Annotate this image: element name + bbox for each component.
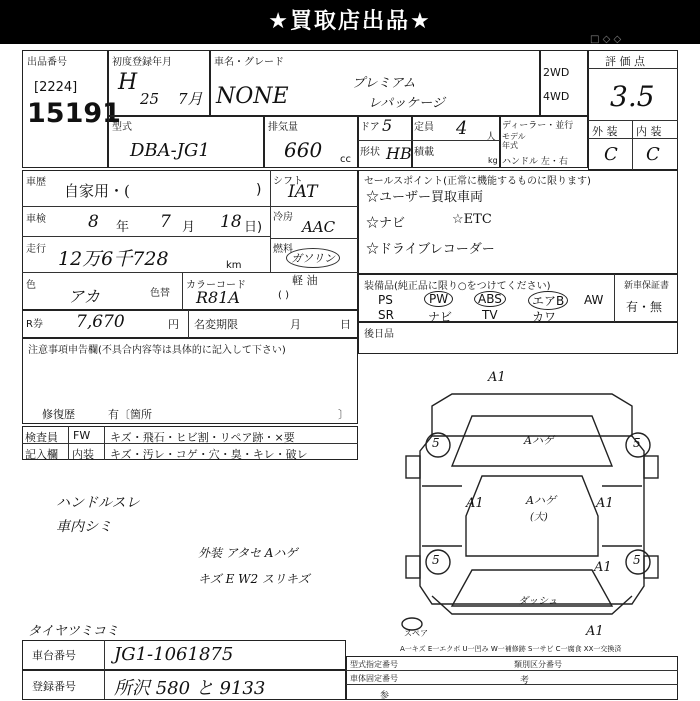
note-1: ハンドルスレ — [56, 495, 140, 511]
inspection-year-unit: 年 — [116, 220, 130, 235]
inspector-row-2: キズ・汚レ・コゲ・穴・臭・キレ・破レ — [110, 448, 308, 461]
tire-front-left: 5 — [432, 436, 440, 450]
inspection-month: 7 — [160, 212, 171, 232]
color-value: アカ — [68, 287, 100, 306]
grade-line-2: レパッケージ — [368, 96, 445, 111]
fuel-label: 燃料 — [273, 244, 293, 255]
door-value: 5 — [382, 116, 393, 135]
model-year-label-2: 年式 — [502, 141, 518, 150]
registration-label: 登録番号 — [32, 680, 76, 693]
repair-history-value: 有〔箇所 — [108, 408, 152, 421]
history-label: 車歴 — [26, 177, 46, 188]
equip-aw: AW — [584, 293, 604, 307]
equip-sr: SR — [378, 308, 394, 322]
reference-mark-2: 考 — [520, 676, 530, 686]
repair-history-close: 〕 — [338, 408, 349, 421]
door-label: ドア — [360, 122, 380, 133]
interior-label: 内 装 — [636, 125, 662, 138]
chassis-value: JG1-1061875 — [114, 644, 234, 665]
reference-mark-1: 参 — [380, 691, 390, 701]
sales-point-2: ☆ナビ — [366, 216, 406, 231]
inspector-label: 検査員 — [25, 431, 58, 444]
page-title: ★買取店出品★ — [0, 0, 700, 44]
capacity-label: 定員 — [414, 122, 434, 133]
model-value: DBA-JG1 — [130, 140, 210, 161]
post-install-box — [358, 322, 678, 354]
2wd-label: 2WD — [543, 66, 570, 79]
shift-label: シフト — [273, 176, 303, 187]
mark-right-rear: A1 — [594, 560, 612, 575]
displacement-label: 排気量 — [268, 122, 298, 133]
chassis-label: 車台番号 — [32, 649, 76, 662]
km-unit: km — [226, 260, 242, 271]
tire-rear-right: 5 — [633, 553, 641, 567]
entry-label: 記入欄 — [25, 448, 58, 461]
car-name: NONE — [216, 84, 289, 109]
note-3: 外装 アタセ Aハゲ — [198, 546, 298, 560]
mark-dash: ダッシュ — [518, 596, 558, 607]
color-label: 色 — [26, 280, 36, 291]
first-registration-label: 初度登録年月 — [112, 57, 172, 68]
note-5: タイヤツミコミ — [28, 624, 119, 639]
load-label: 積載 — [414, 147, 434, 158]
warranty-value: 有・無 — [626, 300, 663, 314]
tone-label: 色替 — [150, 288, 170, 299]
equip-airbag: エアB — [528, 291, 568, 310]
tire-front-right: 5 — [633, 436, 641, 450]
equip-navi: ナビ — [428, 310, 453, 324]
sales-points-label: セールスポイント(正常に機能するものに限ります) — [364, 176, 591, 187]
name-change-label: 名変期限 — [194, 318, 238, 331]
grade-line-1: プレミアム — [352, 76, 416, 91]
mark-hood: Aハゲ — [524, 434, 554, 447]
inspection-month-unit: 月 — [182, 220, 196, 235]
exterior-label: 外 装 — [592, 125, 618, 138]
first-registration-month: 7月 — [178, 90, 203, 108]
shape-label: 形状 — [360, 147, 380, 158]
lot-label: 出品番号 — [27, 57, 67, 68]
name-change-day: 日 — [340, 318, 351, 331]
color-code-value: R81A — [196, 288, 240, 307]
cc-label: cc — [340, 154, 351, 165]
displacement-value: 660 — [284, 138, 323, 162]
equip-ps: PS — [378, 293, 393, 307]
class-label: 類別区分番号 — [514, 660, 562, 669]
notes-label: 注意事項申告欄(不具合内容等は具体的に記入して下さい) — [28, 345, 286, 356]
tire-rear-left: 5 — [432, 553, 440, 567]
color-code-label: カラーコード — [186, 280, 246, 291]
fuel-light: 軽 油 — [292, 274, 318, 287]
equip-pw: PW — [424, 291, 453, 307]
fuel-value: ガソリン — [286, 248, 340, 268]
sales-point-3: ☆ETC — [452, 212, 492, 227]
drive-box — [540, 50, 588, 116]
equip-tv: TV — [482, 308, 498, 322]
spare-label: スペア — [404, 629, 428, 638]
recycle-box — [22, 310, 358, 338]
mark-left: A1 — [466, 496, 484, 511]
inspection-day: 18 — [220, 212, 242, 232]
equip-leather: カワ — [532, 310, 557, 324]
history-value: 自家用・( — [64, 182, 130, 200]
lot-number: 15191 — [27, 98, 121, 129]
top-corner-mark: □ ◇ ◇ — [590, 34, 622, 45]
inspection-year: 8 — [88, 212, 99, 232]
capacity-value: 4 — [456, 118, 468, 139]
diagram-legend: A一キズ E一エクボ U一凹み W一補修跡 S一サビ C一腐食 XX一交換済 — [400, 645, 622, 653]
interior-row-label: 内装 — [72, 448, 94, 461]
first-registration-year: 25 — [140, 90, 160, 108]
mark-front: A1 — [488, 370, 506, 385]
score-label: 評 価 点 — [605, 55, 645, 68]
inspection-label: 車検 — [26, 214, 46, 225]
history-close: ) — [256, 182, 262, 198]
person-unit: 人 — [486, 132, 496, 143]
mark-roof-size: (大) — [530, 512, 548, 523]
inspection-day-unit: 日) — [244, 220, 263, 235]
name-change-month: 月 — [290, 318, 301, 331]
equip-abs: ABS — [474, 291, 506, 307]
repair-history-label: 修復歴 — [42, 408, 75, 421]
post-install-label: 後日品 — [364, 329, 394, 340]
handle-label: ハンドル 左・右 — [502, 157, 568, 167]
equipment-label: 装備品(純正品に限り○をつけてください) — [364, 281, 551, 292]
recycle-label: R券 — [26, 319, 43, 330]
registration-value: 所沢 580 と 9133 — [114, 678, 266, 699]
kg-unit: kg — [488, 156, 498, 165]
note-4: キズ E W2 スリキズ — [198, 572, 310, 586]
mark-right: A1 — [596, 496, 614, 511]
model-year-label: モデル — [502, 132, 526, 141]
warranty-label: 新車保証書 — [624, 281, 670, 291]
ac-label: 冷房 — [273, 212, 293, 223]
dealer-label: ディーラー・並行 — [502, 121, 574, 131]
fuel-paren: ( ) — [278, 290, 289, 301]
ac-value: AAC — [302, 218, 336, 236]
model-label: 型式 — [112, 122, 132, 133]
shift-value: IAT — [288, 182, 318, 202]
mileage-label: 走行 — [26, 244, 46, 255]
exterior-grade: C — [604, 144, 618, 165]
yen-unit: 円 — [168, 318, 179, 331]
first-registration-era: H — [118, 70, 138, 95]
shape-value: HB — [386, 144, 412, 163]
inspector-row-1: キズ・飛石・ヒビ割・リペア跡・×要 — [110, 431, 295, 444]
interior-grade: C — [646, 144, 660, 165]
fw-label: FW — [73, 429, 91, 442]
lot-bracket: [2224] — [34, 80, 78, 95]
mark-rear: A1 — [586, 624, 604, 639]
designation-label: 型式指定番号 — [350, 660, 398, 669]
sales-point-1: ☆ユーザー買取車両 — [366, 190, 484, 205]
mileage-value: 12万6千728 — [58, 248, 169, 270]
4wd-label: 4WD — [543, 90, 570, 103]
score-value: 3.5 — [610, 80, 655, 113]
recycle-value: 7,670 — [76, 312, 125, 332]
fixed-number-label: 車体固定番号 — [350, 674, 398, 683]
name-grade-label: 車名・グレード — [214, 57, 284, 68]
mark-roof: Aハゲ — [526, 494, 556, 507]
note-2: 車内シミ — [56, 519, 112, 535]
sales-point-4: ☆ドライブレコーダー — [366, 242, 495, 257]
